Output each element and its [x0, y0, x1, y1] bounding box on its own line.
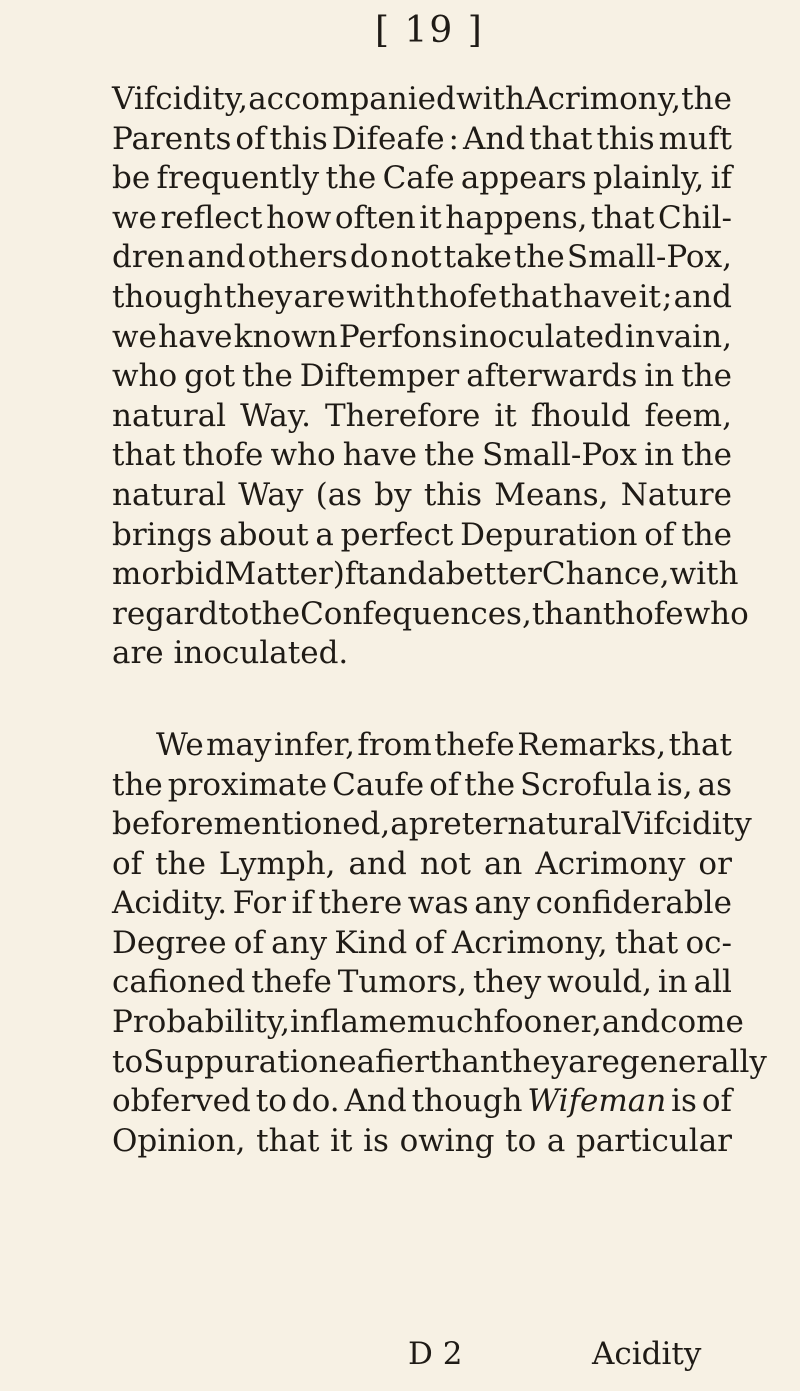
- paragraph-1: [112, 80, 749, 674]
- body-text: [112, 80, 767, 1161]
- text-line: cafioned thefe Tumors, they would, in all: [112, 964, 732, 1001]
- text-line: morbid Matter) ftand a better Chance, with: [112, 556, 739, 593]
- text-line: that thofe who have the Small-Pox in the: [112, 437, 732, 474]
- text-line: regard to the Confequences, than thofe who: [112, 595, 749, 632]
- catchword: Acidity: [592, 1336, 702, 1372]
- text-line: natural Way (as by this Means, Nature: [112, 476, 732, 513]
- paragraph-2: [112, 726, 767, 1162]
- text-line: who got the Diftemper afterwards in the: [112, 358, 732, 395]
- page-number: [ 19 ]: [375, 10, 484, 51]
- text-line: brings about a perfect Depuration of the: [112, 516, 732, 553]
- text-line-indented: We may infer, from thefe Remarks, that: [156, 726, 732, 763]
- paragraph-gap: [112, 674, 732, 726]
- text-line: though they are with thofe that have it ; and: [112, 278, 732, 315]
- text-line: of the Lymph, and not an Acrimony or: [112, 845, 732, 882]
- text-line: Opinion, that it is owing to a particular: [112, 1122, 732, 1159]
- text-line: be frequently the Cafe appears plainly, if: [112, 160, 732, 197]
- text-line: to Suppuration eafier than they are generally: [112, 1043, 767, 1080]
- text-line: the proximate Caufe of the Scrofula is, as: [112, 766, 732, 803]
- text-line: Probability, inflame much fooner, and come: [112, 1004, 744, 1041]
- text-line: Vifcidity, accompanied with Acrimony, the: [112, 81, 732, 117]
- text-line: before mentioned, a preternatural Vifcidity: [112, 806, 752, 843]
- text-line: natural Way. Therefore it fhould feem,: [112, 397, 732, 434]
- text-line: dren and others do not take the Small-Pox,: [112, 239, 732, 276]
- text-line: obferved to do. And though Wifeman is of: [112, 1083, 732, 1120]
- text-line-last: are inoculated.: [112, 635, 349, 672]
- signature-mark: D 2: [408, 1336, 463, 1372]
- text-line: we reflect how often it happens, that Chil-: [112, 199, 732, 236]
- text-line: Degree of any Kind of Acrimony, that oc-: [112, 924, 732, 961]
- text-line: Parents of this Difeafe : And that this muft: [112, 120, 732, 157]
- text-line: we have known Perfons inoculated in vain,: [112, 318, 732, 355]
- text-line: Acidity. For if there was any confiderable: [112, 885, 732, 922]
